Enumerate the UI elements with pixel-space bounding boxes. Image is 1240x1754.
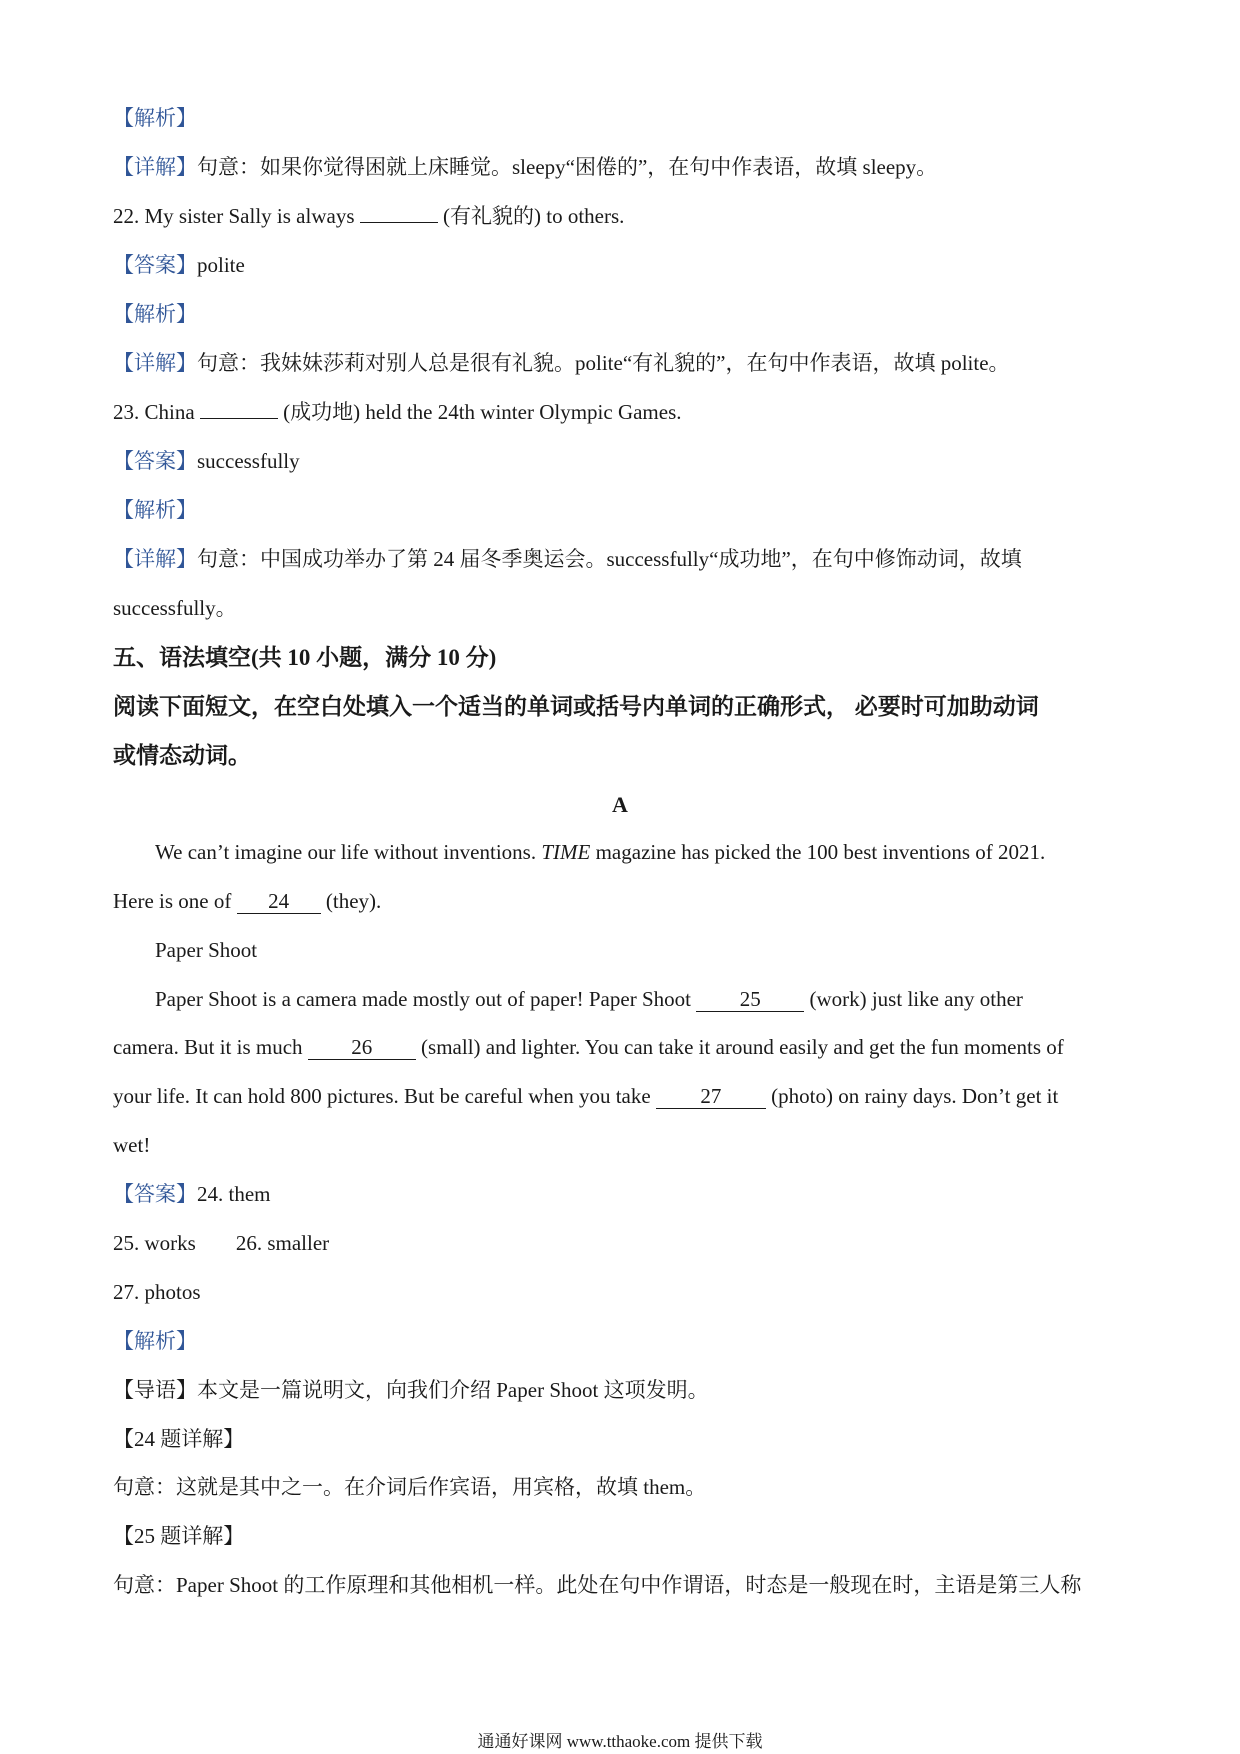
blank-25: 25 <box>696 989 804 1012</box>
q23-answer-text: successfully <box>197 449 300 473</box>
q22-answer <box>113 255 245 276</box>
answers-line2 <box>113 1233 329 1254</box>
q23-detail-text: 句意：中国成功举办了第 24 届冬季奥运会。successfully“成功地”，在句中修饰动词，故填 <box>197 547 1022 571</box>
passage-text: Paper Shoot is a camera made mostly out of paper! Paper Shoot <box>155 987 697 1011</box>
section-instruction-line2: 或情态动词。 <box>113 743 251 768</box>
passage-line3 <box>155 989 1023 1012</box>
blank-26: 26 <box>308 1037 416 1060</box>
passage-heading: Paper Shoot <box>155 938 258 962</box>
passage-text: We can’t imagine our life without inventions. <box>155 840 542 864</box>
passage-text: (photo) on rainy days. Don’t get it <box>765 1084 1059 1108</box>
detail-tag: 【详解】 <box>113 351 197 375</box>
passage-label: A <box>612 792 628 817</box>
q25-detail-heading: 【25 题详解】 <box>113 1524 245 1548</box>
passage-text: magazine has picked the 100 best inventions of 2021. <box>590 840 1046 864</box>
section-instruction-line1: 阅读下面短文，在空白处填入一个适当的单词或括号内单词的正确形式， 必要时可加助动词 <box>113 694 1039 719</box>
blank-27: 27 <box>656 1086 766 1109</box>
question-22 <box>113 206 624 227</box>
analysis-tag: 【解析】 <box>113 498 197 522</box>
q23-suffix: (成功地) held the 24th winter Olympic Games. <box>277 400 682 424</box>
detail-tag: 【详解】 <box>113 547 197 571</box>
passage-text: Here is one of <box>113 889 237 913</box>
detail-tag: 【详解】 <box>113 155 197 179</box>
q22-suffix: (有礼貌的) to others. <box>437 204 625 228</box>
q22-detail <box>113 353 1010 374</box>
page-footer: 通通好课网 www.tthaoke.com 提供下载 <box>477 1732 763 1751</box>
passage-text: (work) just like any other <box>804 987 1023 1011</box>
q25-detail-text: 句意：Paper Shoot 的工作原理和其他相机一样。此处在句中作谓语，时态是一般现在时，主语是第三人称 <box>113 1573 1082 1597</box>
q23-detail-line2: successfully。 <box>113 596 237 620</box>
q24-detail-heading: 【24 题详解】 <box>113 1427 245 1451</box>
passage-text: (they). <box>320 889 382 913</box>
passage-text: camera. But it is much <box>113 1035 308 1059</box>
passage-line6: wet! <box>113 1133 151 1157</box>
q23-prefix: 23. China <box>113 400 200 424</box>
answers-line1 <box>113 1184 271 1205</box>
q23-answer <box>113 451 300 472</box>
q24-detail-text: 句意：这就是其中之一。在介词后作宾语，用宾格，故填 them。 <box>113 1475 707 1499</box>
q23-detail-line1 <box>113 549 1022 570</box>
analysis-tag: 【解析】 <box>113 106 197 130</box>
answer-26: 26. smaller <box>235 1231 330 1255</box>
passage-line5 <box>113 1086 1058 1109</box>
q22-detail-text: 句意：我妹妹莎莉对别人总是很有礼貌。polite“有礼貌的”，在句中作表语，故填 polite。 <box>197 351 1010 375</box>
intro-tag: 【导语】 <box>113 1378 197 1402</box>
q21-detail-text: 句意：如果你觉得困就上床睡觉。sleepy“困倦的”，在句中作表语，故填 sleepy。 <box>197 155 938 179</box>
answer-24: 24. them <box>197 1182 271 1206</box>
blank-24: 24 <box>237 891 321 914</box>
q22-prefix: 22. My sister Sally is always <box>113 204 360 228</box>
answer-25: 25. works <box>113 1231 196 1255</box>
analysis-tag: 【解析】 <box>113 302 197 326</box>
magazine-name: TIME <box>541 840 591 864</box>
answer-tag: 【答案】 <box>113 449 197 473</box>
q22-answer-text: polite <box>197 253 245 277</box>
intro-text: 本文是一篇说明文，向我们介绍 Paper Shoot 这项发明。 <box>197 1378 709 1402</box>
q23-blank <box>200 417 278 419</box>
passage-text: your life. It can hold 800 pictures. But be careful when you take <box>113 1084 656 1108</box>
q21-detail <box>113 157 937 178</box>
answer-tag: 【答案】 <box>113 1182 197 1206</box>
passage-line2 <box>113 891 381 914</box>
answer-27: 27. photos <box>113 1280 201 1304</box>
question-23 <box>113 402 682 423</box>
passage-line1 <box>155 842 1045 863</box>
passage-line4 <box>113 1037 1064 1060</box>
passage-text: (small) and lighter. You can take it around easily and get the fun moments of <box>415 1035 1064 1059</box>
intro-line <box>113 1380 709 1401</box>
section-title: 五、语法填空(共 10 小题，满分 10 分) <box>113 645 497 670</box>
q22-blank <box>360 221 438 223</box>
analysis-tag: 【解析】 <box>113 1329 197 1353</box>
answer-tag: 【答案】 <box>113 253 197 277</box>
